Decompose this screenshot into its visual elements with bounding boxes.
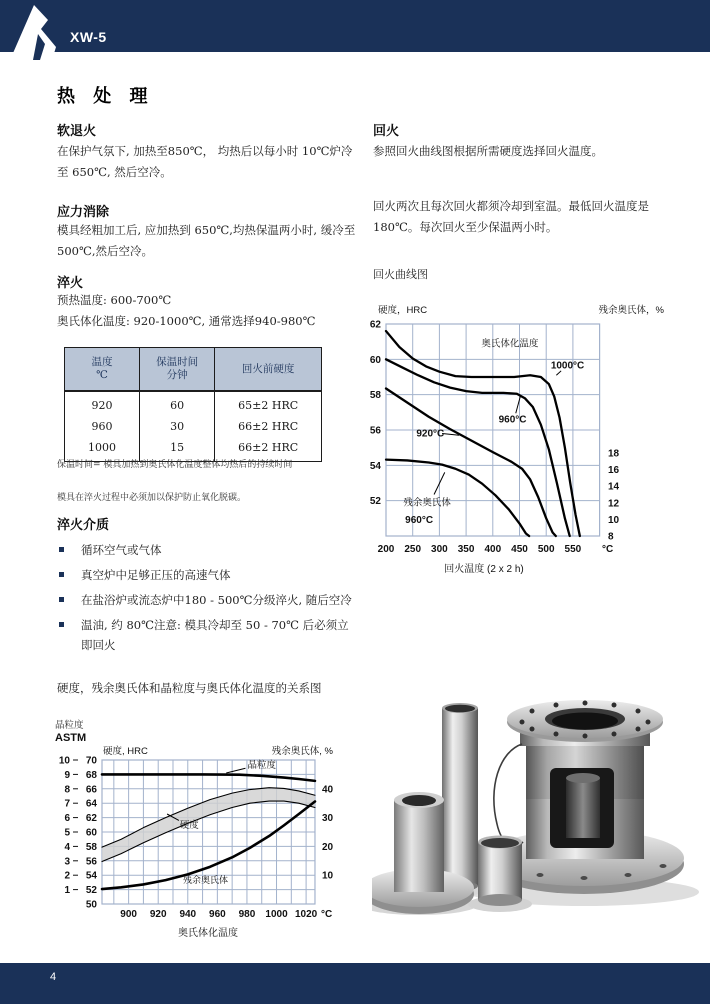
- tempering-chart-label: 回火曲线图: [373, 268, 428, 281]
- list-item: 循环空气或气体: [57, 540, 357, 560]
- svg-text:18: 18: [608, 448, 620, 460]
- bullet-square-icon: [59, 547, 64, 552]
- austenitizing-relation-chart: [50, 745, 350, 945]
- svg-text:250: 250: [404, 544, 422, 555]
- svg-text:920: 920: [149, 909, 167, 920]
- hardening-preheat: 预热温度: 600-700℃: [57, 293, 172, 307]
- svg-text:3: 3: [64, 856, 70, 868]
- svg-text:残余奥氏体，%: 残余奥氏体，%: [598, 305, 664, 316]
- svg-text:62: 62: [369, 319, 381, 331]
- svg-text:14: 14: [608, 481, 620, 493]
- svg-text:硬度，HRC: 硬度，HRC: [378, 305, 428, 316]
- svg-text:残余奥氏体: 残余奥氏体: [183, 875, 229, 886]
- svg-text:52: 52: [369, 496, 381, 508]
- svg-text:硬度: 硬度: [179, 819, 199, 831]
- hardening-table: [64, 347, 322, 462]
- list-item: 真空炉中足够正压的高速气体: [57, 565, 357, 585]
- hardening-austenitizing: 奥氏体化温度: 920-1000℃, 通常选择940-980℃: [57, 314, 316, 328]
- bullet-square-icon: [59, 597, 64, 602]
- svg-text:960: 960: [209, 909, 226, 920]
- svg-text:9: 9: [64, 769, 70, 781]
- svg-text:52: 52: [85, 885, 97, 897]
- svg-text:1000°C: 1000°C: [550, 360, 585, 372]
- svg-text:晶粒度: 晶粒度: [247, 760, 276, 772]
- svg-text:°C: °C: [321, 909, 333, 920]
- cell: 920: [65, 391, 140, 416]
- quench-media-heading: 淬火介质: [57, 517, 110, 532]
- holding-time-note: 保温时间= 模具加热到奥氏体化温度整体均热后的持续时间: [57, 460, 293, 470]
- svg-text:残余奥氏体, %: 残余奥氏体, %: [271, 746, 333, 757]
- svg-text:940: 940: [179, 909, 197, 920]
- svg-text:10: 10: [322, 870, 334, 882]
- protection-note: 模具在淬火过程中必须加以保护防止氧化脱碳。: [57, 493, 247, 503]
- tempering-para1: 参照回火曲线图根据所需硬度选择回火温度。: [373, 144, 603, 158]
- page-title: 热 处 理: [57, 86, 154, 107]
- svg-text:1020: 1020: [294, 909, 318, 920]
- tempering-para2: 回火两次且每次回火都须冷却到室温。最低回火温度是180℃。每次回火至少保温两小时。: [373, 199, 649, 234]
- svg-text:12: 12: [608, 498, 620, 510]
- svg-text:残余奥氏体: 残余奥氏体: [403, 497, 451, 509]
- astm-axis-label: ASTM: [55, 732, 87, 744]
- svg-text:62: 62: [85, 813, 97, 825]
- svg-text:400: 400: [484, 544, 502, 555]
- cell: 1000: [65, 437, 140, 462]
- stress-relief-body: 模具经粗加工后, 应加热到 650℃,均热保温两小时, 缓冷至 500℃,然后空冷。: [57, 223, 356, 258]
- tool-steel-parts-photo: [372, 692, 705, 922]
- svg-text:960°C: 960°C: [498, 414, 527, 426]
- cell: 65±2 HRC: [215, 391, 322, 416]
- svg-text:奥氏体化温度: 奥氏体化温度: [178, 928, 238, 939]
- grain-size-axis-label: 晶粒度: [55, 720, 84, 731]
- svg-text:硬度, HRC: 硬度, HRC: [103, 746, 148, 757]
- svg-text:56: 56: [85, 856, 97, 868]
- cell: 66±2 HRC: [215, 437, 322, 462]
- stress-relief-heading: 应力消除: [57, 204, 110, 219]
- table-row: [65, 391, 322, 416]
- svg-text:550: 550: [564, 544, 582, 555]
- svg-text:30: 30: [322, 813, 334, 825]
- cell: 15: [139, 437, 214, 462]
- svg-text:350: 350: [457, 544, 475, 555]
- svg-text:70: 70: [85, 755, 97, 767]
- svg-text:58: 58: [369, 390, 381, 402]
- svg-text:54: 54: [369, 460, 381, 472]
- svg-text:56: 56: [369, 425, 381, 437]
- tempering-heading: 回火: [373, 123, 400, 138]
- svg-text:900: 900: [120, 909, 137, 920]
- list-item: 温油, 约 80℃注意: 模具冷却至 50 - 70℃ 后必须立即回火: [57, 615, 357, 655]
- svg-text:50: 50: [85, 899, 97, 911]
- svg-text:20: 20: [322, 841, 334, 853]
- table-row: [65, 416, 322, 437]
- tempering-curves-chart: [366, 300, 670, 582]
- svg-text:1000: 1000: [265, 909, 288, 920]
- svg-text:60: 60: [369, 354, 381, 366]
- svg-text:7: 7: [64, 798, 70, 810]
- uddeholm-mountain-logo-icon: [9, 3, 65, 61]
- page-number: 4: [50, 971, 57, 983]
- svg-text:40: 40: [322, 784, 334, 796]
- svg-text:6: 6: [64, 813, 70, 825]
- svg-text:58: 58: [85, 841, 97, 853]
- col-hardness-before-tempering: 回火前硬度: [215, 348, 322, 392]
- relation-chart-title: 硬度，残余奥氏体和晶粒度与奥氏体化温度的关系图: [57, 681, 322, 695]
- hardening-heading: 淬火: [57, 275, 84, 290]
- bullet-square-icon: [59, 622, 64, 627]
- cell: 66±2 HRC: [215, 416, 322, 437]
- svg-text:64: 64: [85, 798, 97, 810]
- cell: 60: [139, 391, 214, 416]
- svg-text:奥氏体化温度: 奥氏体化温度: [481, 338, 539, 350]
- svg-text:1: 1: [64, 885, 70, 897]
- svg-text:920°C: 920°C: [416, 428, 445, 440]
- col-temperature: 温度 ℃: [65, 348, 140, 392]
- svg-text:980: 980: [238, 909, 256, 920]
- svg-text:960°C: 960°C: [405, 515, 434, 527]
- svg-text:200: 200: [377, 544, 395, 555]
- col-holding-time: 保温时间 分钟: [139, 348, 214, 392]
- table-header-row: [65, 348, 322, 392]
- svg-text:16: 16: [608, 465, 620, 477]
- svg-text:5: 5: [64, 827, 70, 839]
- svg-text:66: 66: [85, 784, 97, 796]
- soft-annealing-body: 在保护气氛下, 加热至850℃， 均热后以每小时 10℃炉冷至 650℃, 然后空冷。: [57, 144, 353, 179]
- svg-text:54: 54: [85, 870, 97, 882]
- cell: 30: [139, 416, 214, 437]
- svg-text:8: 8: [64, 784, 70, 796]
- svg-text:10: 10: [608, 514, 620, 526]
- svg-text:60: 60: [85, 827, 97, 839]
- svg-text:回火温度 (2 x 2 h): 回火温度 (2 x 2 h): [444, 564, 524, 575]
- soft-annealing-heading: 软退火: [57, 123, 97, 138]
- svg-text:500: 500: [537, 544, 555, 555]
- svg-text:8: 8: [608, 531, 614, 543]
- svg-text:2: 2: [64, 870, 70, 882]
- cell: 960: [65, 416, 140, 437]
- svg-text:450: 450: [511, 544, 528, 555]
- quench-media-list: [57, 540, 357, 660]
- list-item: 在盐浴炉或流态炉中180 - 500℃分级淬火, 随后空冷: [57, 590, 357, 610]
- footer-band: [0, 963, 710, 1004]
- svg-text:4: 4: [64, 841, 70, 853]
- svg-text:10: 10: [58, 755, 70, 767]
- product-code: XW-5: [70, 29, 107, 45]
- svg-text:°C: °C: [602, 544, 614, 555]
- bullet-square-icon: [59, 572, 64, 577]
- svg-text:300: 300: [431, 544, 448, 555]
- svg-text:68: 68: [85, 769, 97, 781]
- header-band: [0, 0, 710, 52]
